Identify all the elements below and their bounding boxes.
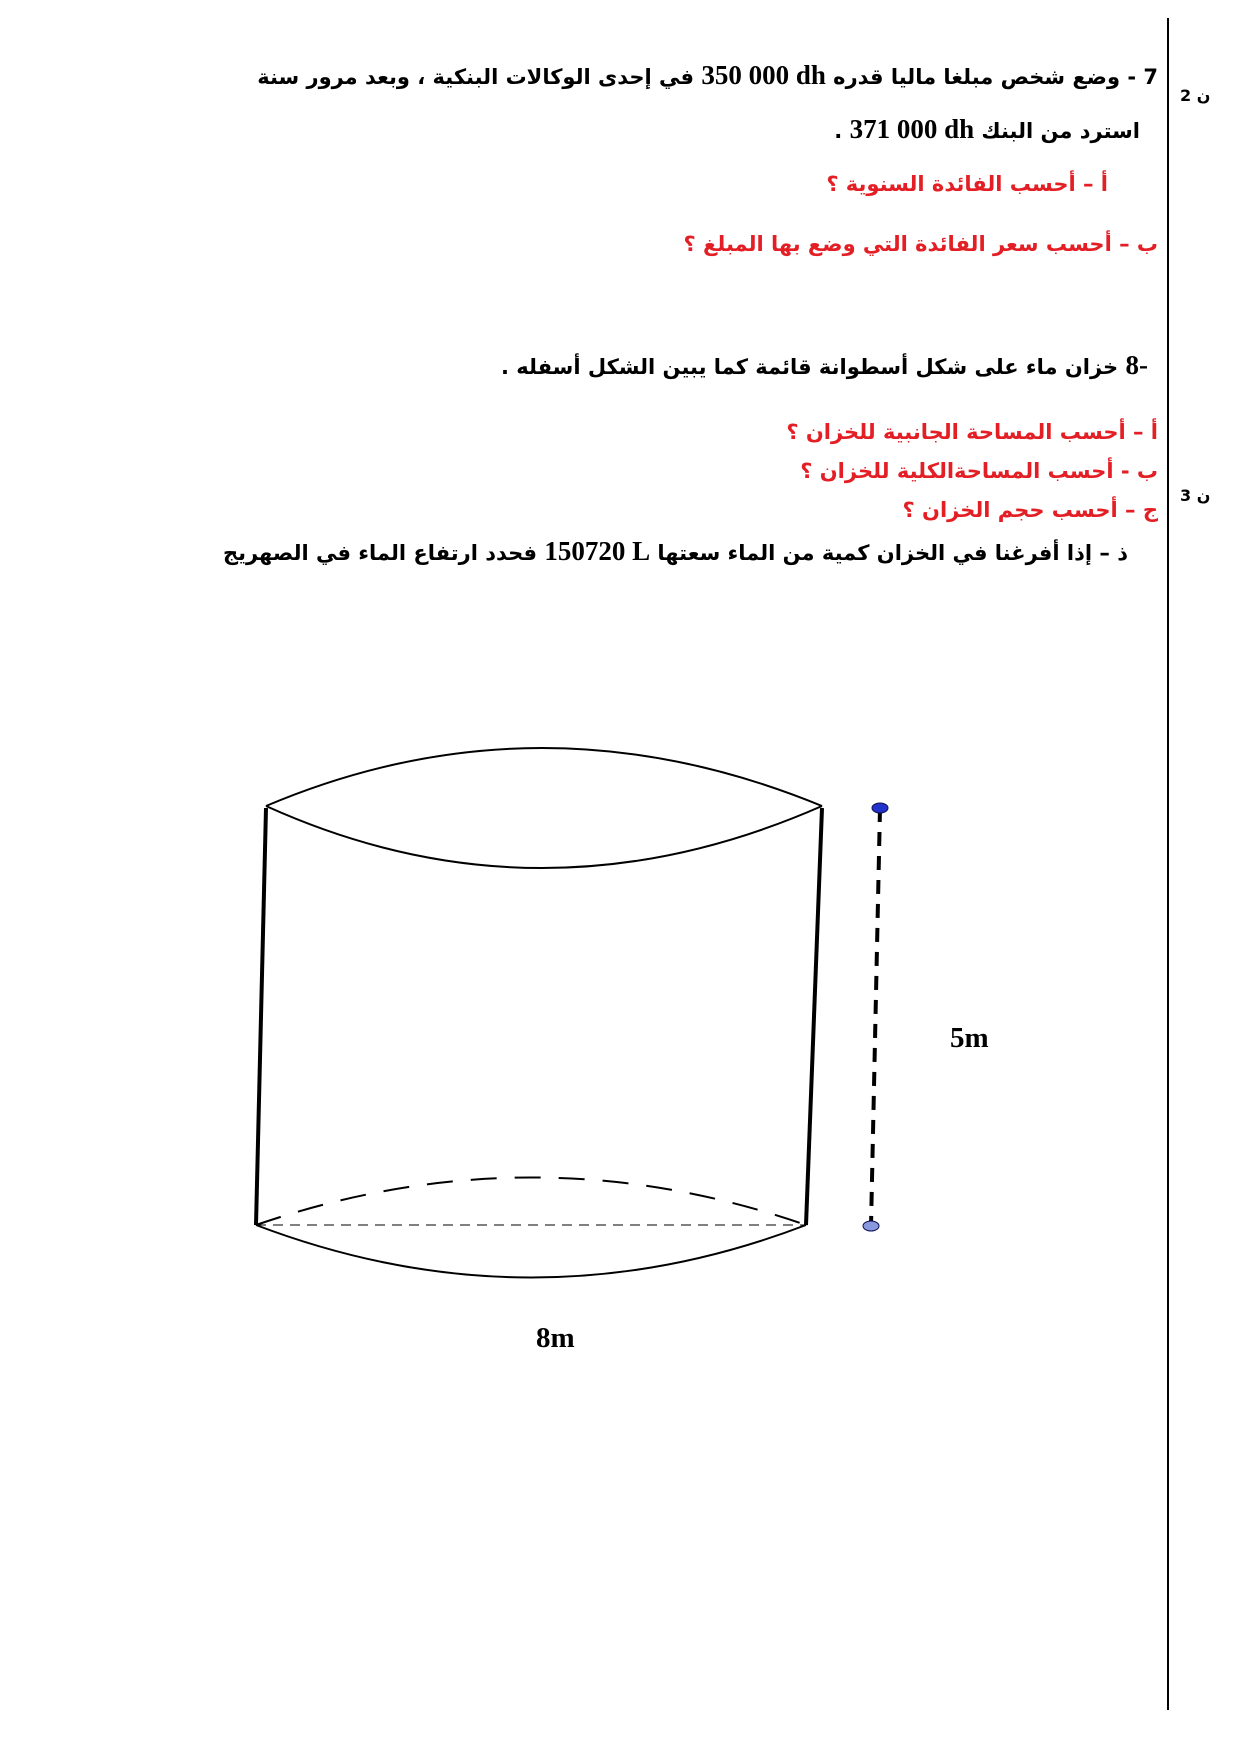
q7-line1-end: في إحدى الوكالات البنكية ، وبعد مرور سنة — [257, 65, 694, 89]
q8-part-a: أ – أحسب المساحة الجانبية للخزان ؟ — [786, 420, 1158, 444]
q8-intro: خزان ماء على شكل أسطوانة قائمة كما يبين الشكل أسفله . — [500, 355, 1119, 379]
cylinder-bottom-front-arc — [256, 1225, 806, 1278]
height-segment — [871, 808, 880, 1226]
q8-number: 8- — [1125, 350, 1148, 380]
q7-amount-deposited: 350 000 dh — [701, 60, 826, 90]
q7-part-a: أ – أحسب الفائدة السنوية ؟ — [826, 172, 1108, 196]
cylinder-left-side — [256, 808, 266, 1225]
q7-line2-start: استرد من البنك — [981, 119, 1140, 143]
q7-amount-returned: 371 000 dh — [849, 114, 975, 144]
q7-part-b: ب – أحسب سعر الفائدة التي وضع بها المبلغ ؟ — [683, 232, 1158, 256]
height-bottom-point — [863, 1221, 879, 1231]
score-mark-q7: 2 ن — [1180, 86, 1211, 105]
cylinder-top-back-arc — [266, 748, 822, 806]
cylinder-bottom-back-arc — [256, 1178, 806, 1226]
height-top-point — [872, 803, 888, 813]
q8-part-b: ب - أحسب المساحةالكلية للخزان ؟ — [800, 459, 1158, 483]
height-label: 5m — [950, 1022, 989, 1054]
score-mark-q8: 3 ن — [1180, 486, 1211, 505]
q8-part-c: ج – أحسب حجم الخزان ؟ — [902, 498, 1158, 522]
q7-line1-start: 7 - وضع شخص مبلغا ماليا قدره — [833, 65, 1158, 89]
q7-line2-end: . — [834, 119, 843, 143]
q8-d-end: فحدد ارتفاع الماء في الصهريج — [222, 541, 538, 565]
cylinder-top-front-arc — [266, 806, 822, 868]
q8-d-volume: 150720 L — [544, 536, 651, 566]
q8-d-start: ذ – إذا أفرغنا في الخزان كمية من الماء سعتها — [657, 541, 1128, 565]
diameter-label: 8m — [536, 1322, 575, 1354]
cylinder-right-side — [806, 808, 822, 1225]
